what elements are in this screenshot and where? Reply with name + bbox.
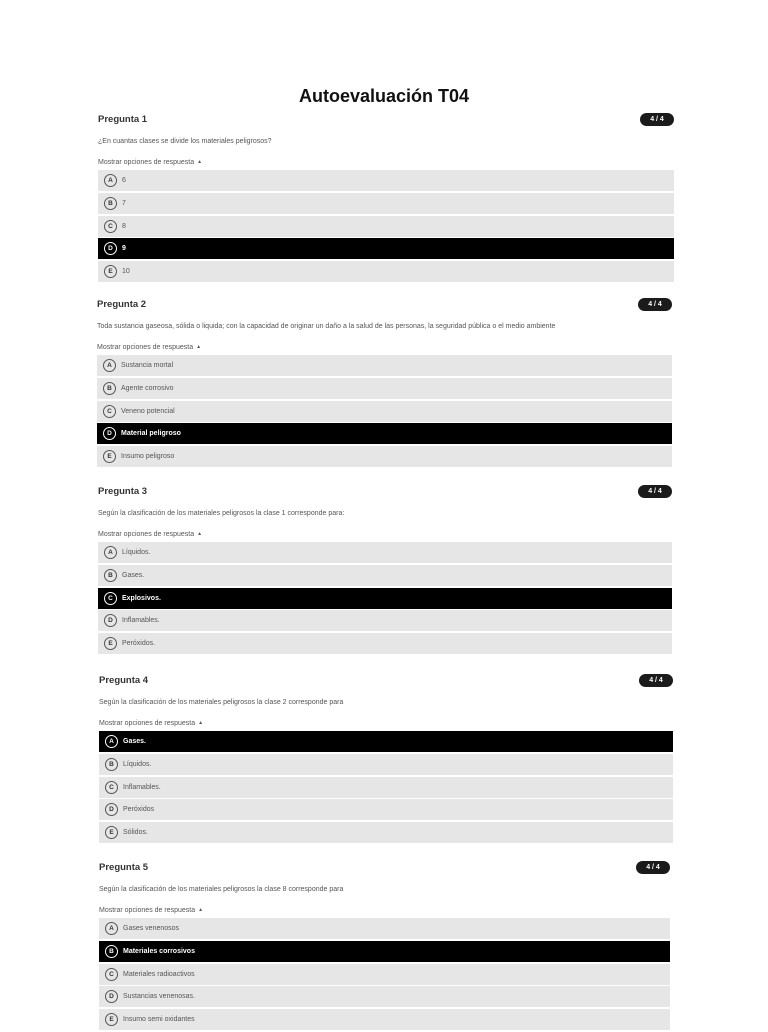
answer-option[interactable] (97, 355, 672, 376)
option-letter-badge: A (103, 359, 116, 372)
answer-option[interactable] (97, 401, 672, 422)
option-label: Veneno potencial (121, 407, 175, 415)
question-title: Pregunta 5 (99, 862, 149, 873)
option-letter-badge: B (103, 382, 116, 395)
question-text: Según la clasificación de los materiales peligrosos la clase 2 corresponde para (99, 699, 344, 706)
option-label: Peróxidos. (122, 640, 156, 648)
answer-option[interactable] (98, 193, 674, 214)
option-label: Materiales corrosivos (123, 947, 195, 955)
option-label: Insumo semi oxidantes (123, 1016, 195, 1024)
option-letter-badge: E (104, 265, 117, 278)
option-letter-badge: D (105, 803, 118, 816)
question-text: Según la clasificación de los materiales peligrosos la clase 1 corresponde para: (98, 510, 345, 517)
answer-options (99, 918, 670, 1030)
chevron-up-icon: ▲ (198, 907, 204, 913)
answer-option[interactable] (98, 170, 674, 191)
question-1 (98, 112, 674, 284)
option-letter-badge: C (103, 405, 116, 418)
option-letter-badge: D (104, 614, 117, 627)
score-badge: 4 / 4 (638, 485, 672, 498)
question-header (97, 297, 672, 313)
option-letter-badge: D (105, 990, 118, 1003)
question-title: Pregunta 3 (98, 486, 148, 497)
score-badge: 4 / 4 (639, 674, 673, 687)
toggle-label: Mostrar opciones de respuesta (98, 531, 195, 538)
option-letter-badge: E (103, 450, 116, 463)
option-label: Gases. (123, 738, 146, 745)
question-header (99, 673, 673, 689)
question-title: Pregunta 2 (97, 299, 147, 310)
show-options-toggle[interactable] (99, 905, 670, 915)
option-letter-badge: A (105, 735, 118, 748)
answer-option[interactable] (99, 964, 670, 985)
option-letter-badge: A (105, 922, 118, 935)
option-letter-badge: B (105, 945, 118, 958)
answer-option[interactable] (97, 378, 672, 399)
answer-option[interactable] (98, 542, 672, 563)
option-label: Gases venenosos (123, 925, 180, 932)
answer-option[interactable] (98, 633, 672, 654)
answer-option[interactable] (99, 918, 670, 939)
score-badge: 4 / 4 (638, 298, 672, 311)
question-5 (99, 860, 670, 1032)
option-letter-badge: C (105, 968, 118, 981)
option-label: Material peligroso (121, 430, 181, 438)
show-options-toggle[interactable] (99, 718, 673, 728)
option-label: Gases. (122, 571, 145, 579)
option-label: Líquidos. (123, 760, 152, 768)
show-options-toggle[interactable] (97, 342, 672, 352)
question-2 (97, 297, 672, 469)
score-badge: 4 / 4 (640, 113, 674, 126)
option-letter-badge: B (104, 569, 117, 582)
option-letter-badge: E (104, 637, 117, 650)
answer-option[interactable] (99, 799, 673, 820)
answer-option[interactable] (99, 754, 673, 775)
answer-option[interactable] (98, 588, 672, 609)
answer-option[interactable] (98, 565, 672, 586)
option-label: Explosivos. (122, 594, 161, 602)
answer-option[interactable] (99, 941, 670, 962)
question-title: Pregunta 4 (99, 675, 149, 686)
option-letter-badge: E (105, 1013, 118, 1026)
answer-options (99, 731, 673, 843)
page-title: Autoevaluación T04 (298, 86, 470, 106)
question-header (98, 112, 674, 128)
option-label: Líquidos. (122, 549, 151, 556)
answer-option[interactable] (99, 777, 673, 798)
answer-options (98, 170, 674, 282)
option-letter-badge: A (104, 546, 117, 559)
question-3 (98, 484, 672, 656)
answer-option[interactable] (99, 822, 673, 843)
answer-option[interactable] (97, 446, 672, 467)
chevron-up-icon: ▲ (197, 531, 203, 537)
answer-option[interactable] (98, 216, 674, 237)
question-header (98, 484, 672, 500)
question-4 (99, 673, 673, 845)
option-label: Sólidos. (123, 829, 148, 837)
answer-options (97, 355, 672, 467)
option-letter-badge: A (104, 174, 117, 187)
answer-option[interactable] (99, 986, 670, 1007)
question-text: Según la clasificación de los materiales peligrosos la clase 8 corresponde para (99, 886, 344, 893)
option-label: Sustancia mortal (121, 362, 174, 369)
show-options-toggle[interactable] (98, 157, 674, 167)
toggle-label: Mostrar opciones de respuesta (97, 344, 194, 351)
question-title: Pregunta 1 (98, 114, 148, 125)
option-label: Insumo peligroso (121, 453, 175, 461)
option-label: Inflamables. (122, 617, 160, 625)
option-label: Materiales radioactivos (123, 970, 195, 978)
option-letter-badge: B (104, 197, 117, 210)
option-letter-badge: C (105, 781, 118, 794)
score-badge: 4 / 4 (636, 861, 670, 874)
option-label: Agente corrosivo (121, 384, 174, 392)
chevron-up-icon: ▲ (196, 344, 202, 350)
option-letter-badge: D (103, 427, 116, 440)
answer-options (98, 542, 672, 654)
option-label: 8 (122, 222, 126, 230)
option-label: Peróxidos (123, 806, 155, 814)
answer-option[interactable] (98, 261, 674, 282)
option-letter-badge: E (105, 826, 118, 839)
chevron-up-icon: ▲ (197, 159, 203, 165)
answer-option[interactable] (97, 423, 672, 444)
answer-option[interactable] (98, 238, 674, 259)
option-label: Inflamables. (123, 783, 161, 791)
question-text: Toda sustancia gaseosa, sólida o liquida; con la capacidad de originar un daño a la salud de las personas, la seguridad pública o el medio ambiente (97, 323, 556, 330)
option-label: 10 (122, 268, 130, 276)
option-label: Sustancias venenosas. (123, 993, 195, 1001)
show-options-toggle[interactable] (98, 529, 672, 539)
question-header (99, 860, 670, 876)
option-letter-badge: C (104, 220, 117, 233)
option-letter-badge: C (104, 592, 117, 605)
option-letter-badge: D (104, 242, 117, 255)
toggle-label: Mostrar opciones de respuesta (99, 907, 196, 914)
answer-option[interactable] (99, 1009, 670, 1030)
chevron-up-icon: ▲ (198, 720, 204, 726)
answer-option[interactable] (98, 610, 672, 631)
option-label: 9 (122, 245, 126, 253)
question-text: ¿En cuantas clases se divide los materiales peligrosos? (98, 138, 272, 145)
option-letter-badge: B (105, 758, 118, 771)
toggle-label: Mostrar opciones de respuesta (99, 720, 196, 727)
option-label: 7 (122, 199, 126, 207)
answer-option[interactable] (99, 731, 673, 752)
option-label: 6 (122, 177, 126, 184)
toggle-label: Mostrar opciones de respuesta (98, 159, 195, 166)
